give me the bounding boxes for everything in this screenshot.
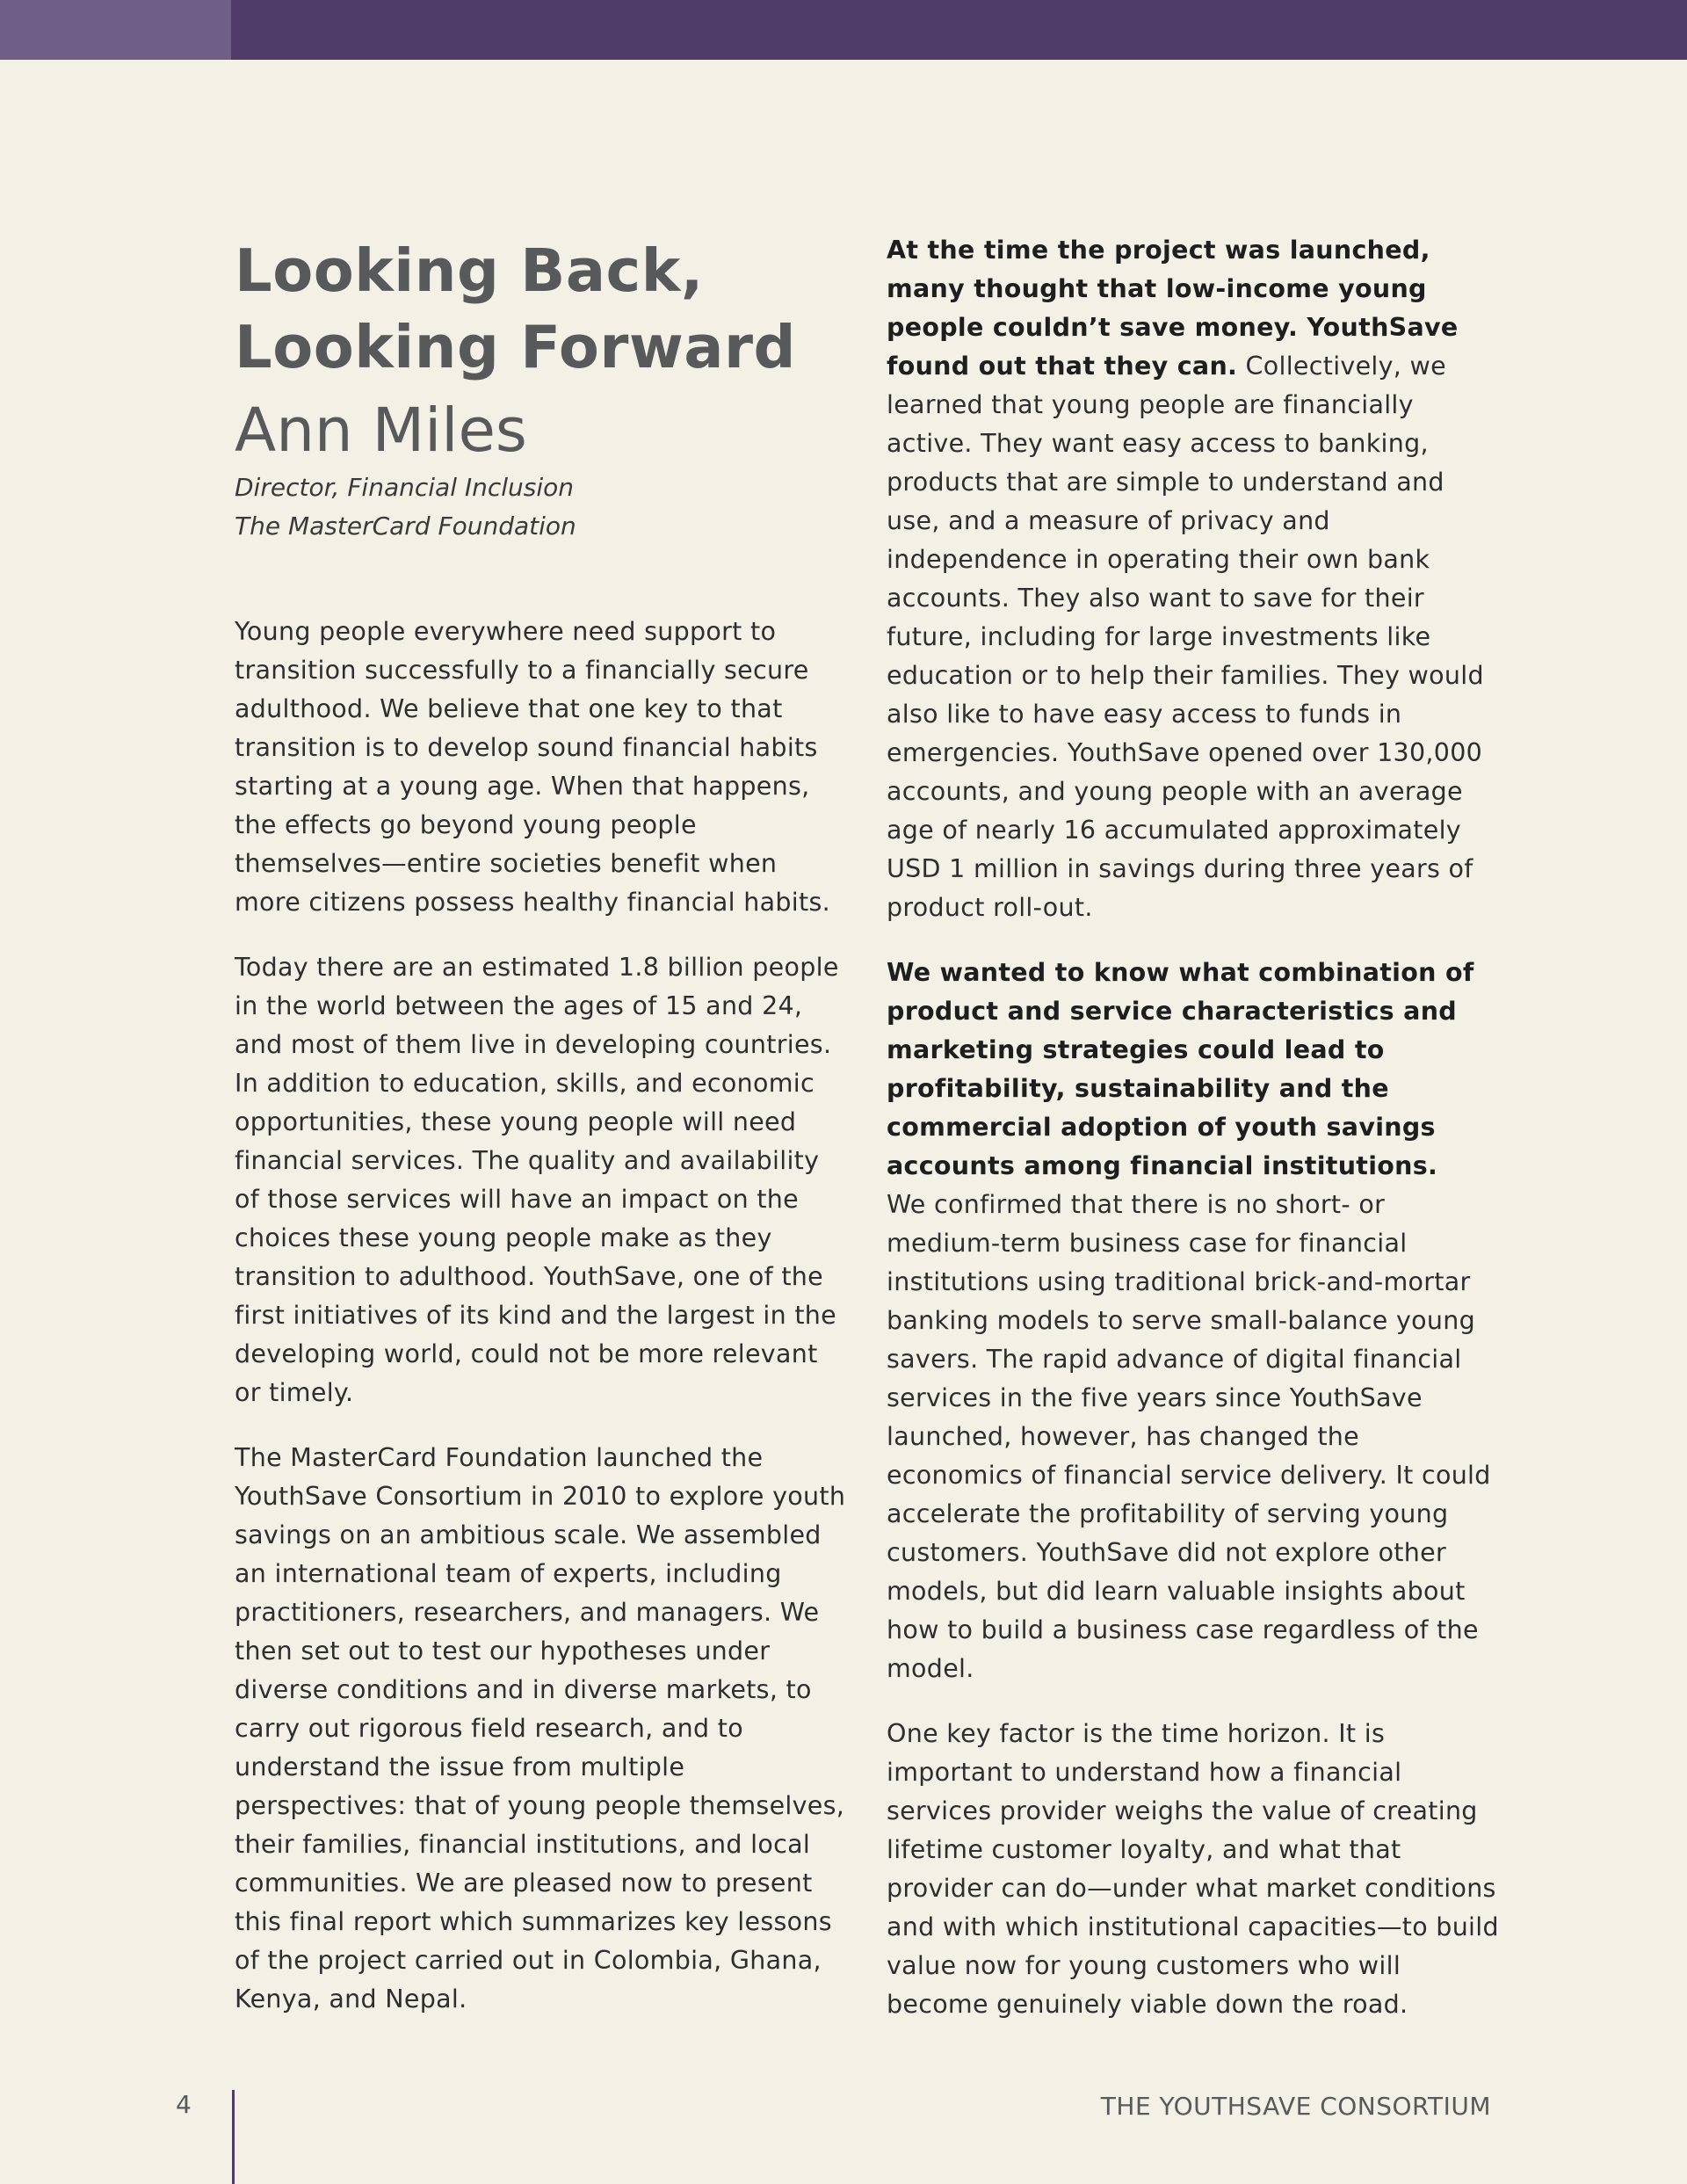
- right-paragraph-2-lead: We wanted to know what combination of product and service characteristics and marketing strategies could lead to profitability, sustainability and the commercial adoption of youth savings accounts among financial institutions.: [887, 958, 1474, 1180]
- right-paragraph-2-body: We confirmed that there is no short- or medium-term business case for financial institutions using traditional brick-and-mortar banking models to serve small-balance young savers. The rapid advance of digital financial services in the five years since YouthSave launched, however, has changed the economics of financial service delivery. It could accelerate the profitability of serving young customers. YouthSave did not explore other models, but did learn valuable insights about how to build a business case regardless of the model.: [887, 1190, 1491, 1683]
- right-paragraph-1-lead: At the time the project was launched, many thought that low-income young people couldn’t save money. YouthSave found out that they can.: [887, 236, 1459, 381]
- header-bar: [0, 0, 1687, 60]
- publication-title: THE YOUTHSAVE CONSORTIUM: [1100, 2092, 1491, 2121]
- right-paragraph-2: [887, 954, 1502, 1688]
- footer-divider: [232, 2090, 235, 2184]
- header-tab-accent: [0, 0, 231, 60]
- left-paragraph-2: Today there are an estimated 1.8 billion people in the world between the ages of 15 and 24, and most of them live in developing countries. In addition to education, skills, and economic opportunities, these young people will need financial services. The quality and availability of those services will have an impact on the choices these young people make as they transition to adulthood. YouthSave, one of the first initiatives of its kind and the largest in the developing world, could not be more relevant or timely.: [235, 953, 839, 1407]
- author-affiliation: [235, 468, 850, 546]
- left-paragraph-1: Young people everywhere need support to transition successfully to a financially secure adulthood. We believe that one key to that transition is to develop sound financial habits starting at a young age. When that happens, the effects go beyond young people themselves—entire societies benefit when more citizens possess healthy financial habits.: [235, 617, 830, 917]
- right-paragraph-3: One key factor is the time horizon. It is important to understand how a financial services provider weighs the value of creating lifetime customer loyalty, and what that provider can do—under what market conditions and with which institutional capacities—to build value now for young customers who will become genuinely viable down the road.: [887, 1719, 1499, 2019]
- page-number: 4: [176, 2090, 192, 2119]
- title-line-2: Looking Forward: [235, 313, 796, 381]
- affiliation-line-2: The MasterCard Foundation: [235, 512, 576, 541]
- left-column: [235, 233, 850, 2045]
- title-line-1: Looking Back,: [235, 236, 704, 305]
- right-paragraph-1: [887, 231, 1502, 927]
- page-title: [235, 233, 850, 386]
- left-paragraph-3: The MasterCard Foundation launched the YouthSave Consortium in 2010 to explore youth savings on an ambitious scale. We assembled an international team of experts, including practitioners, researchers, and managers. We then set out to test our hypotheses under diverse conditions and in diverse markets, to carry out rigorous field research, and to understand the issue from multiple perspectives: that of young people themselves, their families, financial institutions, and local communities. We are pleased now to present this final report which summarizes key lessons of the project carried out in Colombia, Ghana, Kenya, and Nepal.: [235, 1443, 846, 2013]
- author-name: Ann Miles: [235, 395, 527, 466]
- right-column: [887, 231, 1502, 2050]
- right-paragraph-1-body: Collectively, we learned that young people are financially active. They want easy access to banking, products that are simple to understand and use, and a measure of privacy and independence in operating their own bank accounts. They also want to save for their future, including for large investments like education or to help their families. They would also like to have easy access to funds in emergencies. YouthSave opened over 130,000 accounts, and young people with an average age of nearly 16 accumulated approximately USD 1 million in savings during three years of product roll-out.: [887, 352, 1484, 922]
- affiliation-line-1: Director, Financial Inclusion: [235, 473, 575, 502]
